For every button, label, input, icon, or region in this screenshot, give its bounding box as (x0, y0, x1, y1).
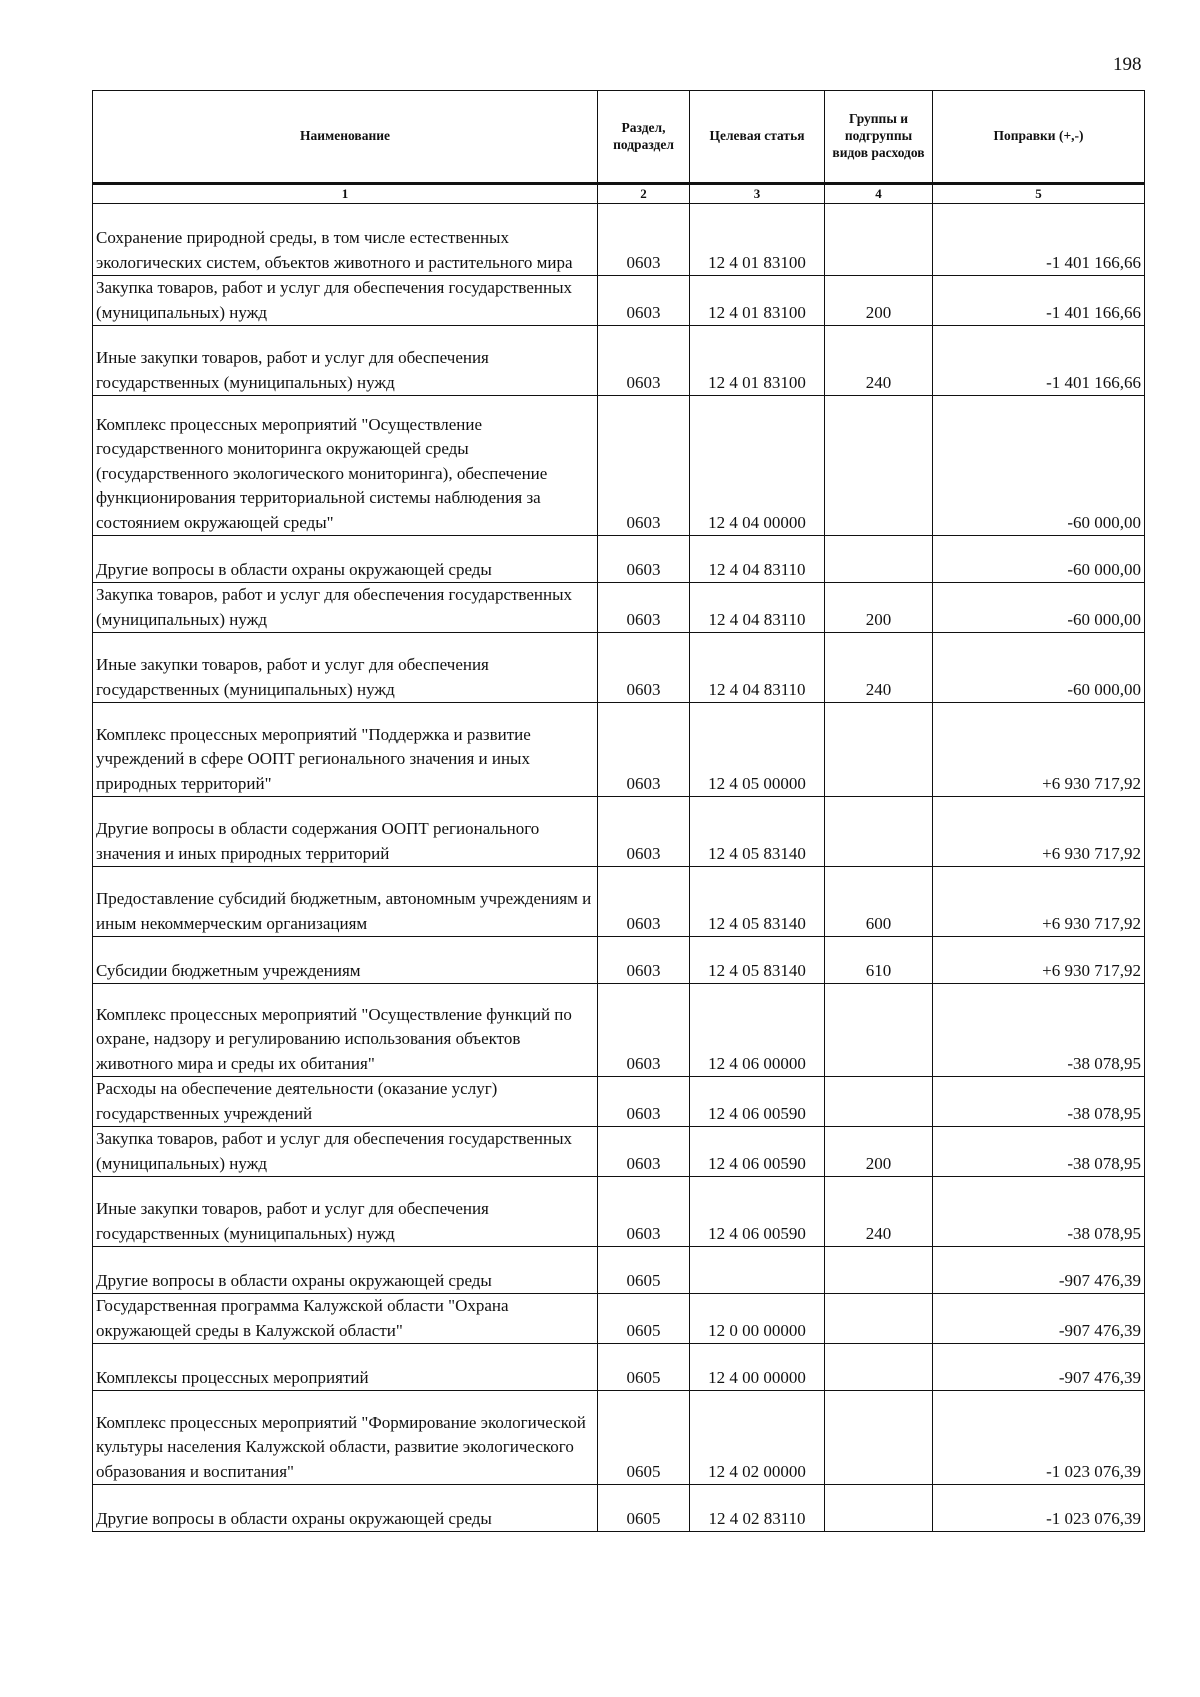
cell-amount: -38 078,95 (933, 1127, 1145, 1177)
cell-group: 200 (825, 276, 933, 326)
cell-amount: -1 401 166,66 (933, 204, 1145, 276)
cell-target: 12 4 01 83100 (690, 204, 825, 276)
cell-name: Комплекс процессных мероприятий "Осуществление государственного мониторинга окружающей среды (государственного экологического мониторинга), обеспечение функционирования территориальной системы наблюдения за состоянием окружающей среды" (93, 396, 598, 536)
cell-section: 0605 (598, 1247, 690, 1294)
page-number: 198 (1113, 54, 1142, 75)
table-row (93, 276, 1145, 326)
column-number: 2 (598, 184, 690, 204)
cell-group: 610 (825, 937, 933, 984)
header-target: Целевая статья (690, 91, 825, 184)
cell-name: Иные закупки товаров, работ и услуг для обеспечения государственных (муниципальных) нужд (93, 1177, 598, 1247)
cell-amount: +6 930 717,92 (933, 797, 1145, 867)
cell-target: 12 4 04 83110 (690, 633, 825, 703)
cell-group (825, 984, 933, 1077)
cell-target: 12 4 05 00000 (690, 703, 825, 797)
budget-amendments-table (92, 90, 1145, 1532)
table-row (93, 984, 1145, 1077)
cell-name: Другие вопросы в области охраны окружающей среды (93, 1485, 598, 1532)
cell-group: 240 (825, 1177, 933, 1247)
cell-section: 0603 (598, 1077, 690, 1127)
column-number: 3 (690, 184, 825, 204)
table-row (93, 1127, 1145, 1177)
cell-target: 12 4 04 83110 (690, 583, 825, 633)
header-amount: Поправки (+,-) (933, 91, 1145, 184)
cell-name: Предоставление субсидий бюджетным, автономным учреждениям и иным некоммерческим организациям (93, 867, 598, 937)
cell-section: 0605 (598, 1294, 690, 1344)
table-row (93, 703, 1145, 797)
table-row (93, 867, 1145, 937)
cell-group (825, 1247, 933, 1294)
cell-group (825, 703, 933, 797)
table-row (93, 1077, 1145, 1127)
cell-group (825, 797, 933, 867)
column-number: 5 (933, 184, 1145, 204)
table-row (93, 204, 1145, 276)
cell-name: Комплекс процессных мероприятий "Осуществление функций по охране, надзору и регулированию использования объектов животного мира и среды их обитания" (93, 984, 598, 1077)
header-section: Раздел, подраздел (598, 91, 690, 184)
table-row (93, 326, 1145, 396)
cell-name: Другие вопросы в области содержания ООПТ регионального значения и иных природных территорий (93, 797, 598, 867)
cell-target: 12 0 00 00000 (690, 1294, 825, 1344)
cell-target: 12 4 04 83110 (690, 536, 825, 583)
cell-section: 0603 (598, 797, 690, 867)
cell-amount: -1 023 076,39 (933, 1485, 1145, 1532)
cell-group (825, 536, 933, 583)
cell-name: Другие вопросы в области охраны окружающей среды (93, 1247, 598, 1294)
cell-target: 12 4 00 00000 (690, 1344, 825, 1391)
cell-target: 12 4 05 83140 (690, 937, 825, 984)
cell-amount: -60 000,00 (933, 633, 1145, 703)
table-row (93, 583, 1145, 633)
cell-group (825, 396, 933, 536)
cell-section: 0603 (598, 703, 690, 797)
cell-target: 12 4 04 00000 (690, 396, 825, 536)
cell-amount: -60 000,00 (933, 536, 1145, 583)
cell-amount: -38 078,95 (933, 1177, 1145, 1247)
table-row (93, 937, 1145, 984)
cell-group: 240 (825, 633, 933, 703)
header-name: Наименование (93, 91, 598, 184)
table-row (93, 1485, 1145, 1532)
cell-group (825, 1344, 933, 1391)
cell-section: 0603 (598, 326, 690, 396)
table-row (93, 536, 1145, 583)
cell-name: Закупка товаров, работ и услуг для обеспечения государственных (муниципальных) нужд (93, 276, 598, 326)
table-row (93, 1247, 1145, 1294)
cell-target: 12 4 05 83140 (690, 797, 825, 867)
cell-amount: -60 000,00 (933, 583, 1145, 633)
column-number-row (93, 184, 1145, 204)
cell-name: Иные закупки товаров, работ и услуг для обеспечения государственных (муниципальных) нужд (93, 326, 598, 396)
cell-amount: -60 000,00 (933, 396, 1145, 536)
cell-amount: -907 476,39 (933, 1247, 1145, 1294)
table-row (93, 396, 1145, 536)
cell-name: Комплекс процессных мероприятий "Поддержка и развитие учреждений в сфере ООПТ регионального значения и иных природных территорий" (93, 703, 598, 797)
table-row (93, 1177, 1145, 1247)
cell-group: 200 (825, 583, 933, 633)
cell-name: Государственная программа Калужской области "Охрана окружающей среды в Калужской области" (93, 1294, 598, 1344)
cell-target: 12 4 01 83100 (690, 326, 825, 396)
cell-section: 0603 (598, 867, 690, 937)
cell-name: Другие вопросы в области охраны окружающей среды (93, 536, 598, 583)
table-row (93, 633, 1145, 703)
cell-group: 240 (825, 326, 933, 396)
cell-amount: -38 078,95 (933, 984, 1145, 1077)
cell-group (825, 1485, 933, 1532)
cell-name: Сохранение природной среды, в том числе естественных экологических систем, объектов животного и растительного мира (93, 204, 598, 276)
cell-amount: -1 401 166,66 (933, 276, 1145, 326)
cell-amount: +6 930 717,92 (933, 937, 1145, 984)
cell-section: 0603 (598, 396, 690, 536)
cell-name: Комплексы процессных мероприятий (93, 1344, 598, 1391)
cell-amount: -38 078,95 (933, 1077, 1145, 1127)
cell-group: 200 (825, 1127, 933, 1177)
cell-name: Закупка товаров, работ и услуг для обеспечения государственных (муниципальных) нужд (93, 583, 598, 633)
cell-group (825, 1294, 933, 1344)
cell-name: Субсидии бюджетным учреждениям (93, 937, 598, 984)
cell-amount: -907 476,39 (933, 1344, 1145, 1391)
table-row (93, 797, 1145, 867)
cell-group (825, 1391, 933, 1485)
cell-section: 0603 (598, 937, 690, 984)
cell-target: 12 4 02 83110 (690, 1485, 825, 1532)
cell-name: Расходы на обеспечение деятельности (оказание услуг) государственных учреждений (93, 1077, 598, 1127)
cell-amount: -907 476,39 (933, 1294, 1145, 1344)
table-row (93, 1294, 1145, 1344)
cell-section: 0603 (598, 583, 690, 633)
cell-target: 12 4 06 00000 (690, 984, 825, 1077)
cell-section: 0603 (598, 633, 690, 703)
column-number: 1 (93, 184, 598, 204)
cell-target: 12 4 06 00590 (690, 1177, 825, 1247)
cell-target: 12 4 02 00000 (690, 1391, 825, 1485)
cell-amount: +6 930 717,92 (933, 703, 1145, 797)
cell-amount: -1 023 076,39 (933, 1391, 1145, 1485)
cell-amount: -1 401 166,66 (933, 326, 1145, 396)
cell-section: 0605 (598, 1391, 690, 1485)
cell-target: 12 4 06 00590 (690, 1127, 825, 1177)
cell-section: 0603 (598, 204, 690, 276)
cell-section: 0603 (598, 1177, 690, 1247)
cell-name: Комплекс процессных мероприятий "Формирование экологической культуры населения Калужской области, развитие экологического образования и воспитания" (93, 1391, 598, 1485)
table-row (93, 1391, 1145, 1485)
table-body (93, 204, 1145, 1532)
column-number: 4 (825, 184, 933, 204)
cell-group (825, 1077, 933, 1127)
cell-amount: +6 930 717,92 (933, 867, 1145, 937)
cell-section: 0603 (598, 984, 690, 1077)
cell-section: 0603 (598, 536, 690, 583)
cell-name: Закупка товаров, работ и услуг для обеспечения государственных (муниципальных) нужд (93, 1127, 598, 1177)
cell-target (690, 1247, 825, 1294)
cell-group: 600 (825, 867, 933, 937)
cell-section: 0603 (598, 276, 690, 326)
cell-name: Иные закупки товаров, работ и услуг для обеспечения государственных (муниципальных) нужд (93, 633, 598, 703)
cell-target: 12 4 01 83100 (690, 276, 825, 326)
cell-section: 0605 (598, 1485, 690, 1532)
cell-target: 12 4 05 83140 (690, 867, 825, 937)
table-header-row (93, 91, 1145, 184)
cell-target: 12 4 06 00590 (690, 1077, 825, 1127)
cell-section: 0605 (598, 1344, 690, 1391)
table-row (93, 1344, 1145, 1391)
cell-section: 0603 (598, 1127, 690, 1177)
cell-group (825, 204, 933, 276)
header-group: Группы и подгруппы видов расходов (825, 91, 933, 184)
